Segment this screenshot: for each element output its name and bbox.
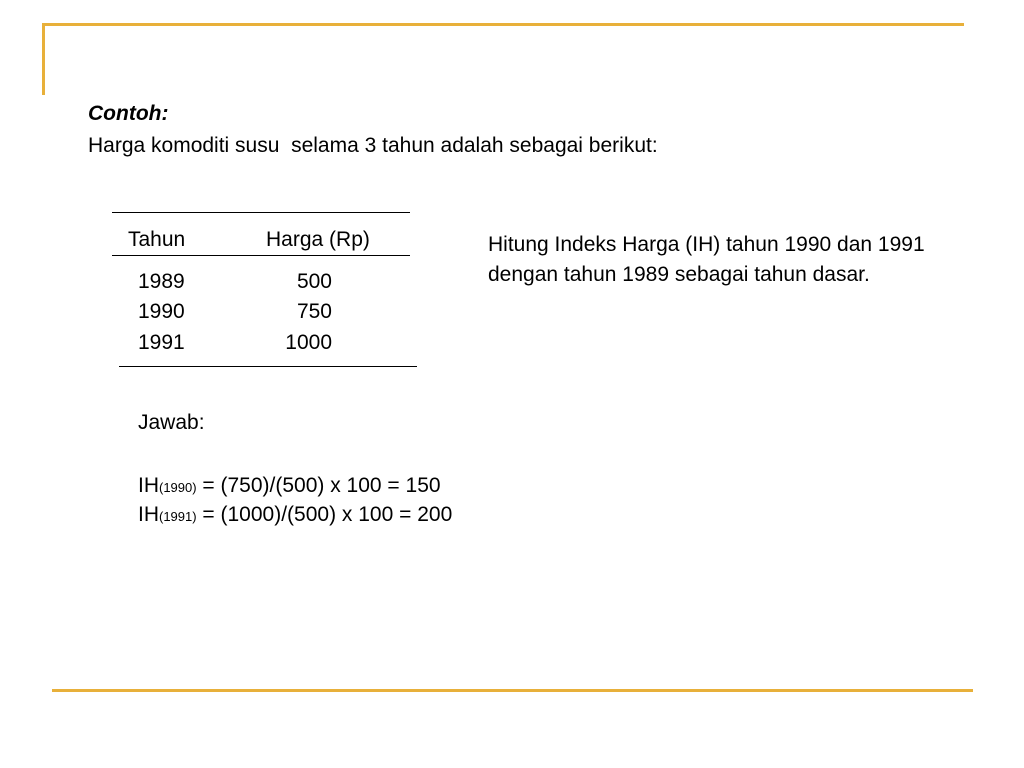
table-header-year: Tahun (128, 228, 186, 251)
table-cell-price: 750 (296, 300, 332, 323)
formula-subscript: (1990) (159, 480, 197, 495)
table-header-price: Harga (Rp) (266, 228, 370, 251)
formula-line (138, 501, 452, 531)
slide-heading: Contoh: (88, 102, 169, 125)
formula-expression: = (1000)/(500) x 100 = 200 (196, 503, 453, 526)
table-cell-price: 1000 (285, 331, 332, 354)
intro-text: Harga komoditi susu selama 3 tahun adalah sebagai berikut: (88, 134, 658, 157)
answer-label: Jawab: (138, 411, 205, 434)
formula-line (138, 472, 441, 502)
table-rule-header (112, 255, 410, 256)
formula-expression: = (750)/(500) x 100 = 150 (196, 474, 441, 497)
accent-line-top (42, 23, 964, 26)
table-cell-year: 1990 (138, 300, 185, 323)
table-rule-top (112, 212, 410, 213)
formula-symbol: IH (138, 503, 159, 526)
table-cell-year: 1991 (138, 331, 185, 354)
accent-line-bottom (52, 689, 973, 692)
table-cell-price: 500 (296, 270, 332, 293)
question-text: Hitung Indeks Harga (IH) tahun 1990 dan 1991 dengan tahun 1989 sebagai tahun dasar. (488, 233, 925, 286)
formula-subscript: (1991) (159, 509, 197, 524)
accent-line-left (42, 23, 45, 95)
table-cell-year: 1989 (138, 270, 185, 293)
table-rule-bottom (119, 366, 417, 367)
formula-symbol: IH (138, 474, 159, 497)
